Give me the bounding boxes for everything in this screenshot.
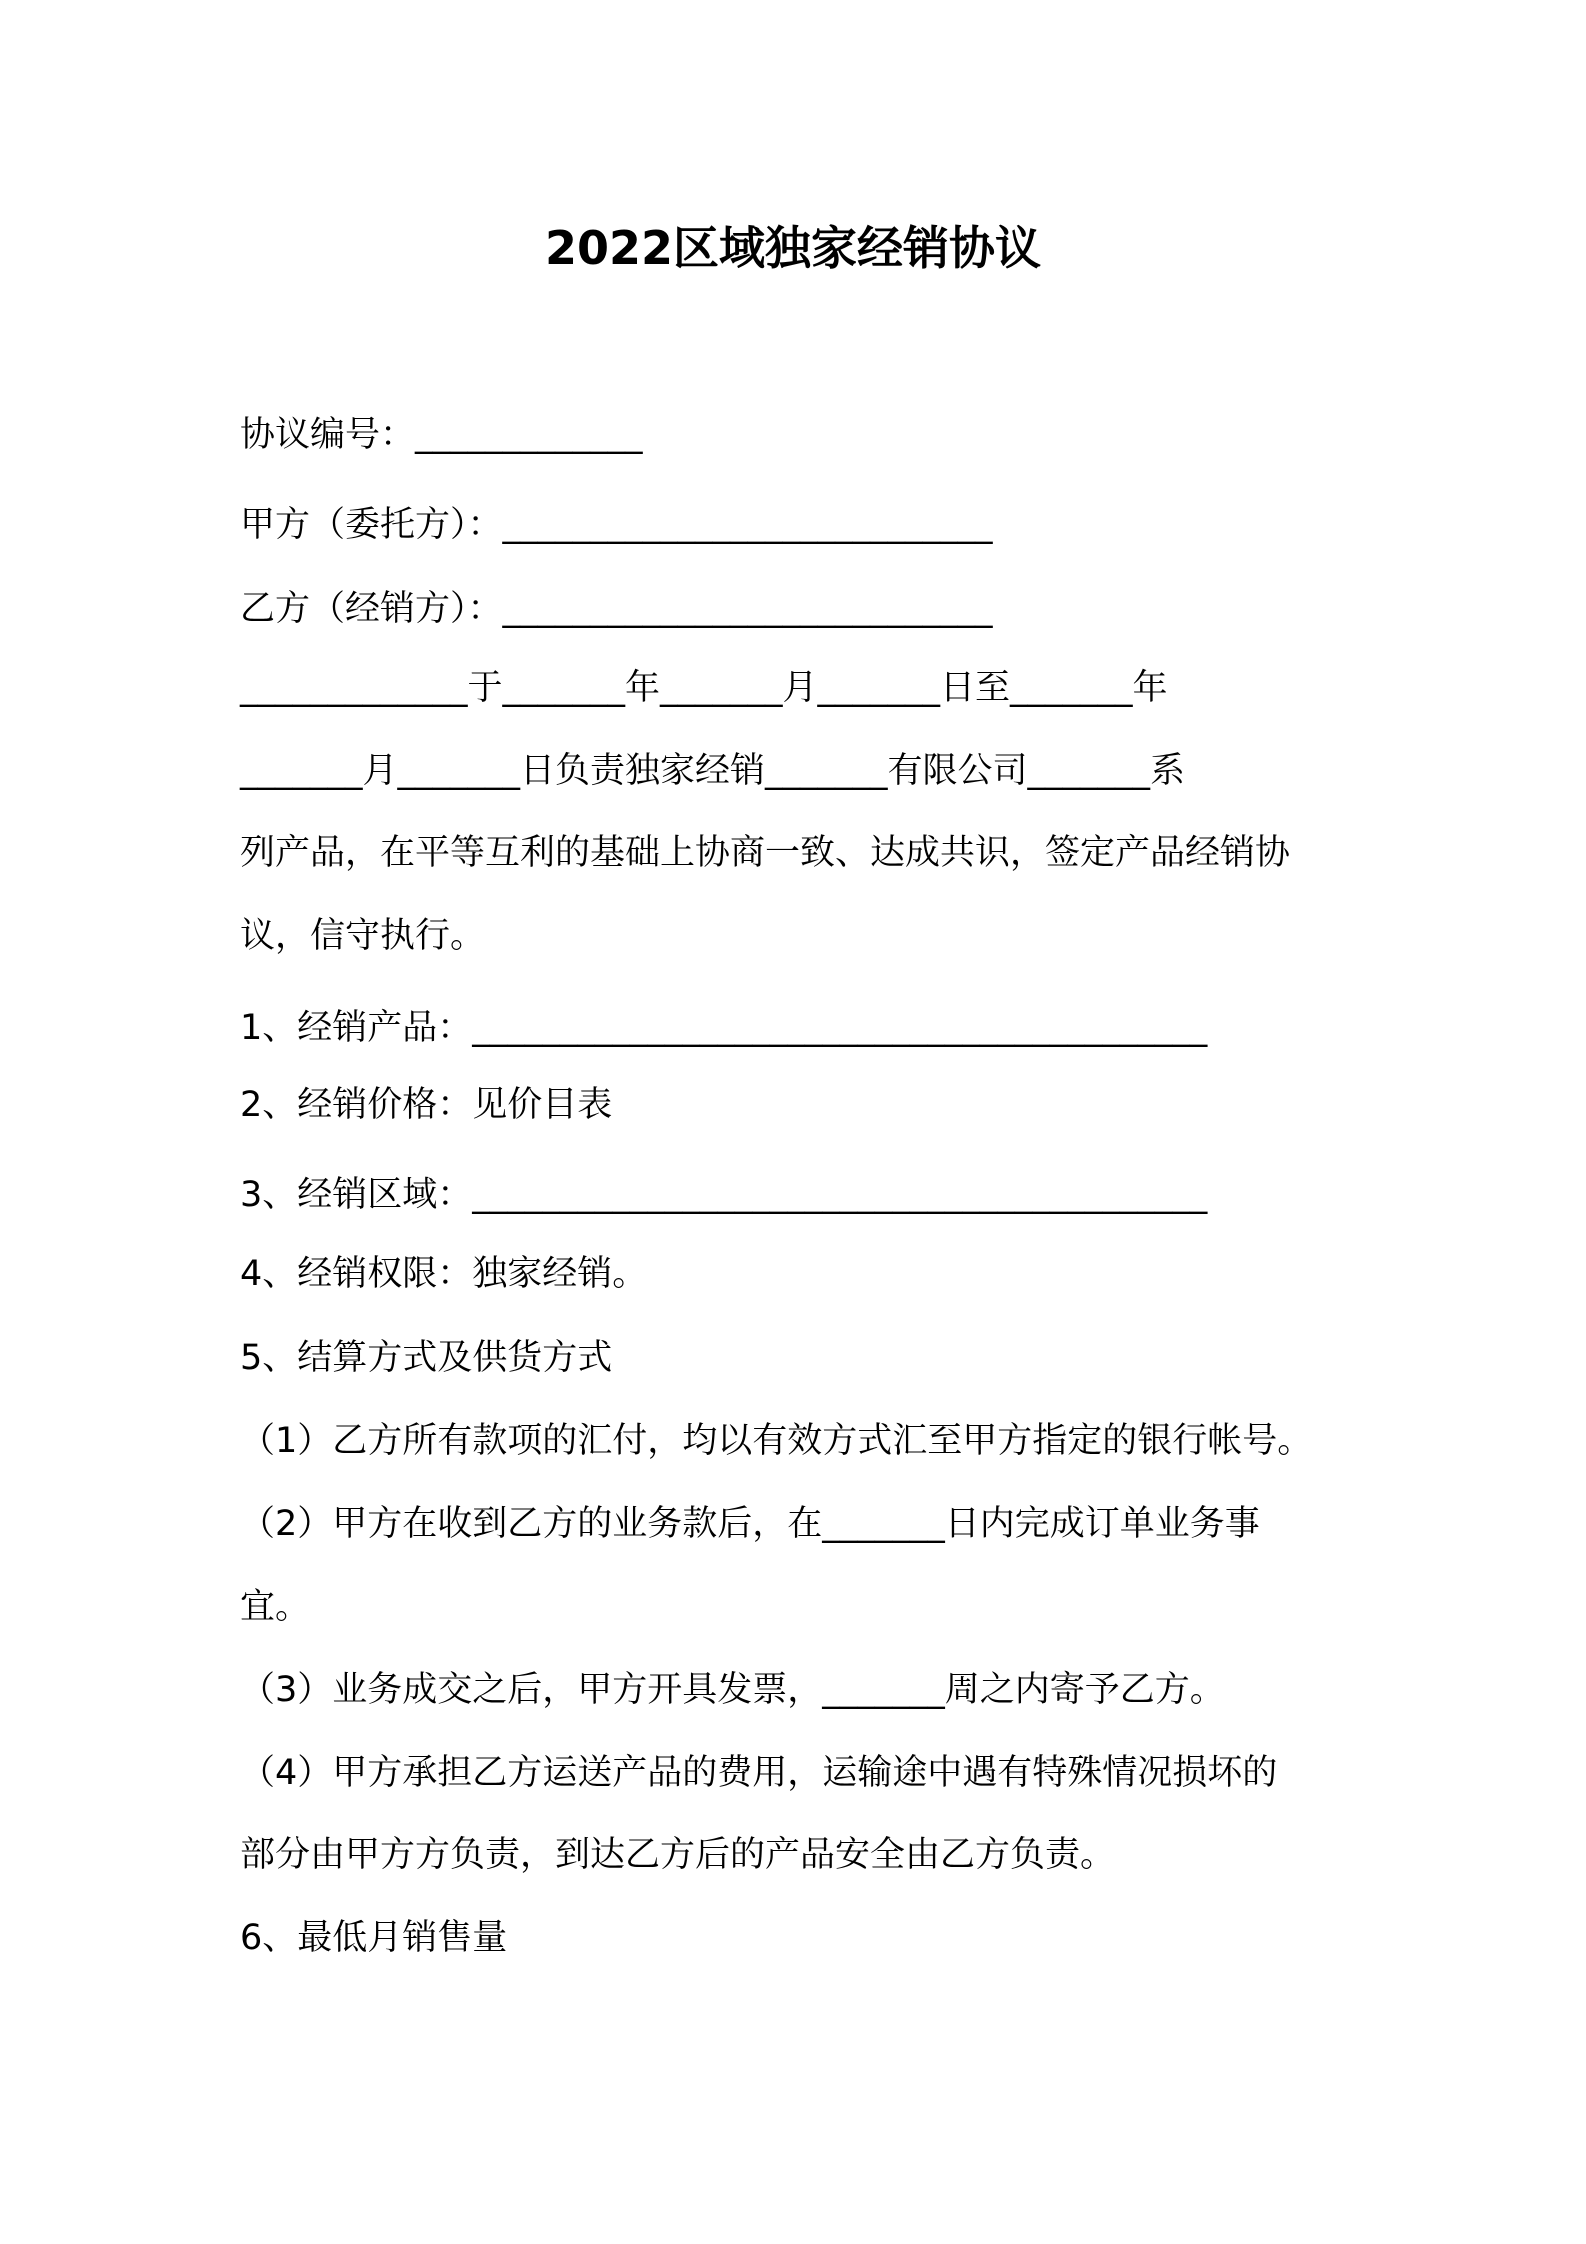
clause-5-item-4-line-1: （4）甲方承担乙方运送产品的费用，运输途中遇有特殊情况损坏的 — [240, 1753, 1278, 1793]
intro-paragraph-line-2: _______月_______日负责独家经销_______有限公司_______系 — [240, 751, 1186, 791]
clause-5-item-2-line-2: 宜。 — [240, 1587, 311, 1627]
intro-paragraph-line-1: _____________于_______年_______月_______日至_______年 — [240, 668, 1168, 708]
clause-5-item-3: （3）业务成交之后，甲方开具发票，_______周之内寄予乙方。 — [240, 1670, 1225, 1710]
clause-6-heading: 6、最低月销售量 — [240, 1918, 508, 1958]
agreement-number-line: 协议编号：_____________ — [240, 415, 643, 455]
clause-1-products: 1、经销产品：__________________________________________ — [240, 1008, 1208, 1048]
clause-5-item-1: （1）乙方所有款项的汇付，均以有效方式汇至甲方指定的银行帐号。 — [240, 1421, 1313, 1461]
document-title: 2022区域独家经销协议 — [544, 221, 1042, 275]
party-b-line: 乙方（经销方）：____________________________ — [240, 589, 993, 629]
intro-paragraph-line-3: 列产品，在平等互利的基础上协商一致、达成共识，签定产品经销协 — [240, 833, 1291, 873]
clause-4-authority: 4、经销权限：独家经销。 — [240, 1254, 648, 1294]
clause-2-price: 2、经销价格：见价目表 — [240, 1085, 613, 1125]
clause-5-item-2-line-1: （2）甲方在收到乙方的业务款后，在_______日内完成订单业务事 — [240, 1504, 1260, 1544]
intro-paragraph-line-4: 议，信守执行。 — [240, 916, 486, 956]
clause-3-region: 3、经销区域：__________________________________________ — [240, 1175, 1208, 1215]
clause-5-item-4-line-2: 部分由甲方方负责，到达乙方后的产品安全由乙方负责。 — [240, 1835, 1116, 1875]
party-a-line: 甲方（委托方）：____________________________ — [240, 505, 993, 545]
clause-5-heading: 5、结算方式及供货方式 — [240, 1338, 613, 1378]
